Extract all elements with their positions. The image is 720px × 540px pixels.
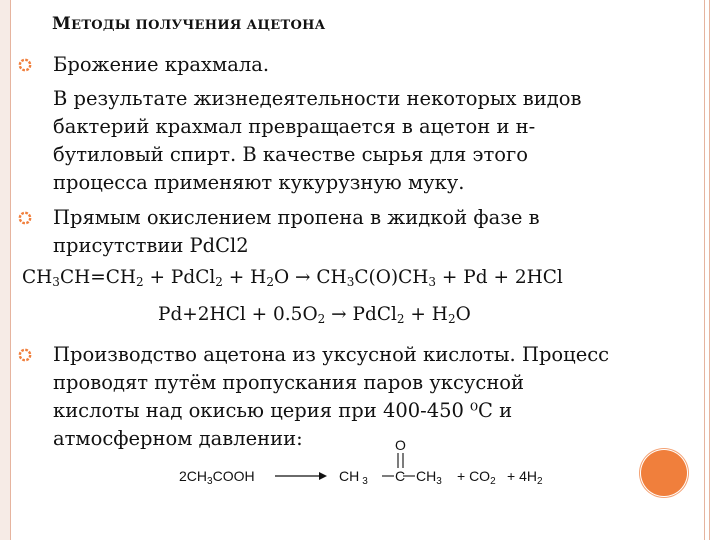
flower-bullet-icon — [18, 58, 32, 72]
product-ch3-left: CH $_3$ — [339, 468, 368, 487]
paragraph-3-line-3: атмосферном давлении: — [53, 427, 303, 450]
paragraph-1-line-2: бактерий крахмал превращается в ацетон и н- — [53, 115, 536, 138]
carbonyl-carbon: C — [395, 468, 406, 484]
slide-title: МЕТОДЫ ПОЛУЧЕНИЯ АЦЕТОНА — [52, 14, 326, 34]
product-co2: + $CO_2$ — [457, 468, 496, 487]
item-1-label: Брожение крахмала. — [53, 53, 270, 76]
product-ch3-right: $CH_3$ — [416, 468, 442, 487]
paragraph-1-line-3: бутиловый спирт. В качестве сырья для этого — [53, 143, 528, 166]
reaction-arrow-head — [319, 472, 327, 480]
paragraph-1-line-4: процесса применяют кукурузную муку. — [53, 171, 465, 194]
equation-2: $Pd+2HCl + 0.5O_2$ → PdCl$_2$ + $H_2O$ — [158, 304, 471, 326]
item-3-label: Производство ацетона из уксусной кислоты. Процесс — [53, 343, 610, 366]
paragraph-3-line-2: кислоты над окисью церия при 400-450 ⁰С и — [53, 399, 513, 422]
item-2-continuation: присутствии PdCl2 — [53, 234, 249, 257]
item-2-label: Прямым окислением пропена в жидкой фазе в — [53, 206, 540, 229]
left-decor-bar — [0, 0, 10, 540]
carbonyl-oxygen: O — [395, 437, 406, 453]
reactant-label: $2CH_3COOH$ — [179, 468, 255, 487]
flower-bullet-icon — [18, 211, 32, 225]
flower-bullet-icon — [18, 348, 32, 362]
frame-line-left — [10, 0, 11, 540]
paragraph-1-line-1: В результате жизнедеятельности некоторых видов — [53, 87, 582, 110]
product-h2: + $4H_2$ — [507, 468, 543, 487]
frame-line-right-inner — [704, 0, 705, 540]
decorative-orange-circle — [641, 450, 687, 496]
paragraph-3-line-1: проводят путём пропускания паров уксусной — [53, 371, 525, 394]
equation-1: $CH_3CH=CH_2$ + PdCl$_2$ + $H_2O \to CH_3C(O)CH_3 + Pd + 2HCl$ — [22, 267, 563, 289]
frame-line-right-outer — [709, 0, 710, 540]
acetone-reaction-scheme — [175, 436, 575, 492]
